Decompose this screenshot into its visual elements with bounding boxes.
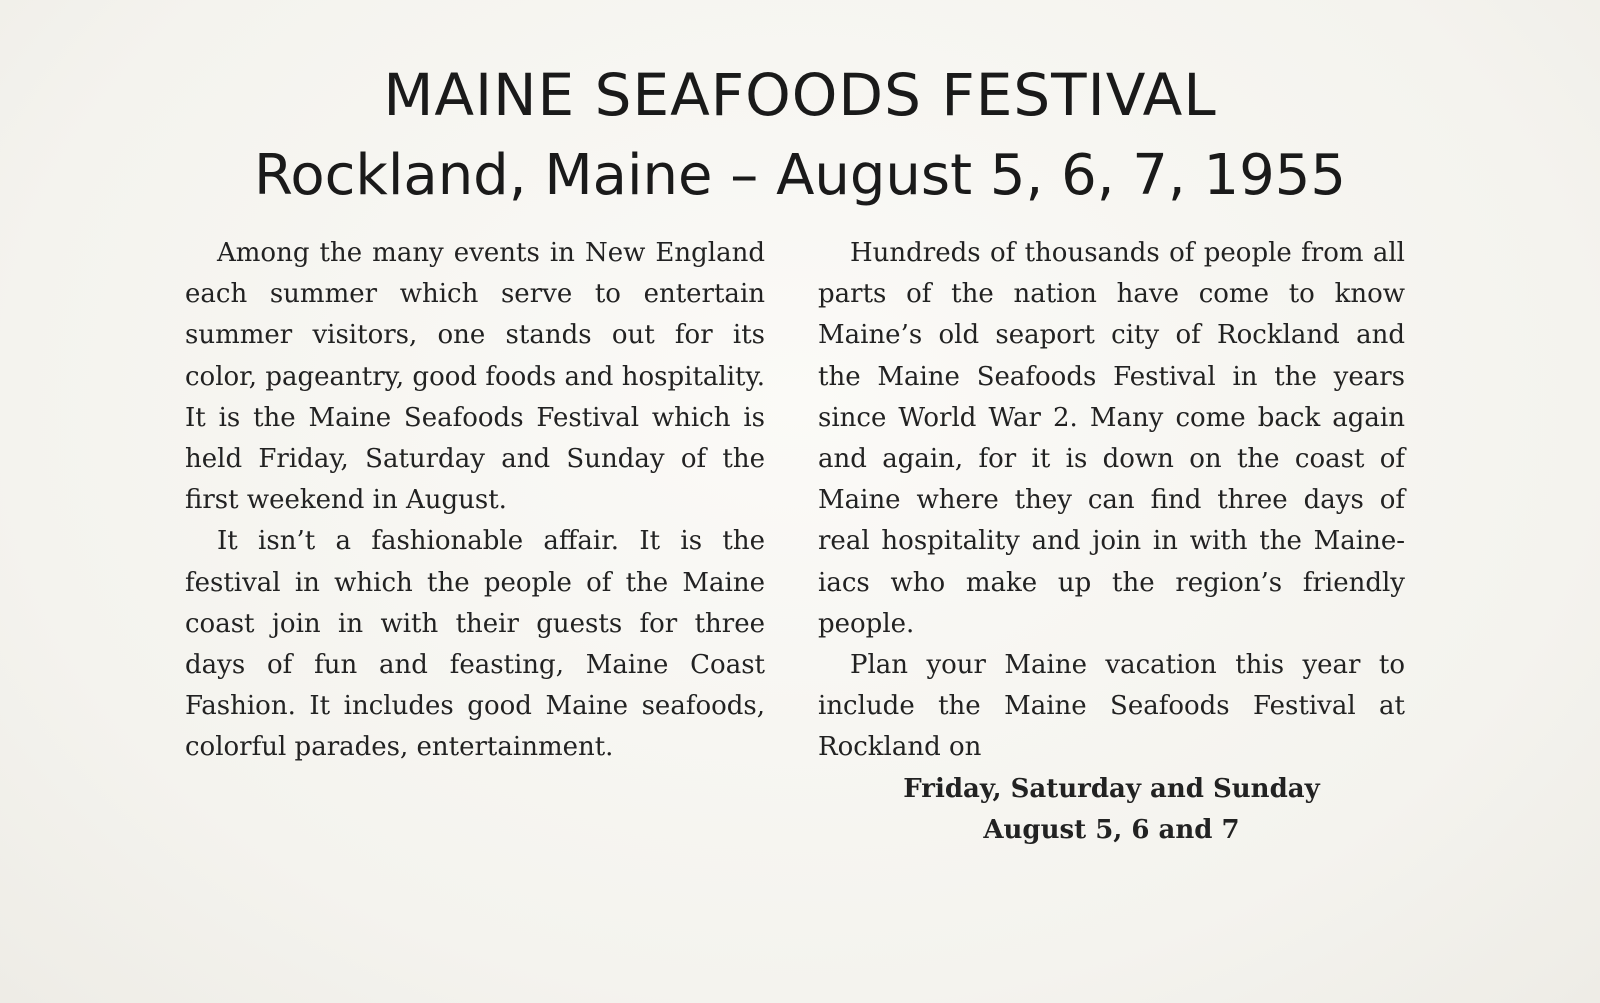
right-paragraph-1: Hundreds of thousands of people from all parts of the nation have come to know Maine’s old seaport city of Rockland and the Maine Seafoods Festival in the years since World War 2. Many come back again and again, for it is down on the coast of Maine where they can find three days of real hospitality and join in with the Maine-iacs who make up the region’s friendly people. [818,238,1405,639]
closing-days: Friday, Saturday and Sunday [903,773,1320,804]
closing-dates-line: August 5, 6 and 7 [983,814,1240,845]
left-paragraph-2: It isn’t a fashionable affair. It is the festival in which the people of the Maine coast join in with their guests for three days of fun and feasting, Maine Coast Fashion. It includes good Maine seafoods, colorful parades, entertainment. [185,526,765,763]
closing-dates [818,769,1405,851]
festival-title: MAINE SEAFOODS FESTIVAL [383,61,1217,129]
location-date-subtitle: Rockland, Maine – August 5, 6, 7, 1955 [253,143,1347,208]
left-paragraph-1: Among the many events in New England each summer which serve to entertain summer visitors, one stands out for its color, pageantry, good foods and hospitality. It is the Maine Seafoods Festival which is held Friday, Saturday and Sunday of the first weekend in August. [185,238,765,516]
right-paragraph-2: Plan your Maine vacation this year to include the Maine Seafoods Festival at Rockland on [818,650,1405,763]
right-column [818,233,1405,851]
left-column [185,233,765,769]
